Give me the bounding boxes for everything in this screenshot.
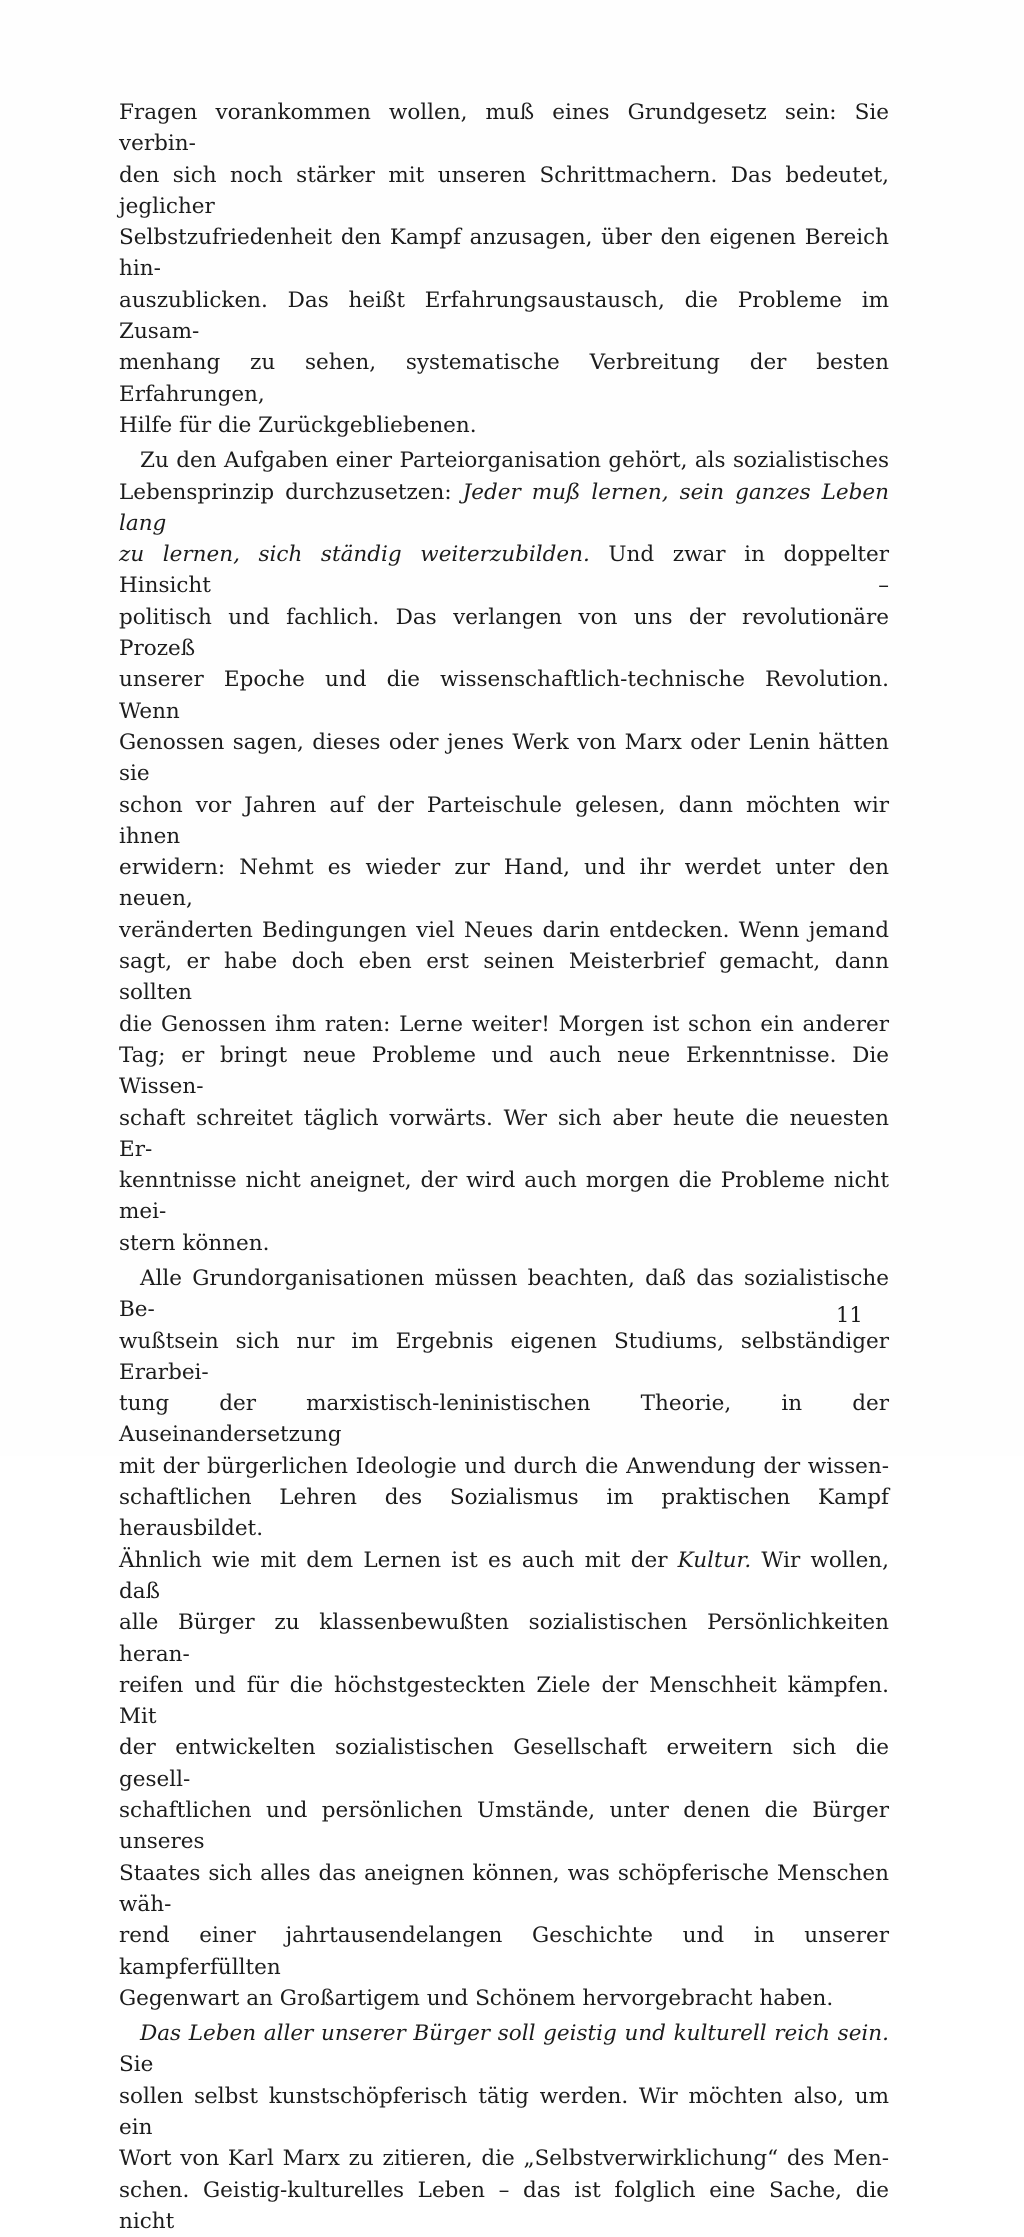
text-run: tung der marxistisch-leninistischen Theorie, in der Auseinandersetzung — [119, 1391, 889, 1448]
text-run: schaftlichen und persönlichen Umstände, unter denen die Bürger unseres — [119, 1798, 889, 1855]
text-run: politisch und fachlich. Das verlangen von uns der revolutionäre Prozeß — [119, 604, 889, 662]
text-run: menhang zu sehen, systematische Verbreitung der besten Erfahrungen, — [119, 350, 889, 407]
text-run: Wir wollen, daß — [119, 1547, 889, 1604]
text-line — [119, 2081, 889, 2144]
text-run: Selbstzufriedenheit den Kampf anzusagen, über den eigenen Bereich hin- — [119, 225, 889, 282]
text-line — [119, 1607, 889, 1670]
text-line — [119, 727, 889, 790]
text-line — [119, 602, 889, 665]
text-line — [119, 1228, 889, 1259]
text-line — [119, 664, 889, 727]
text-line — [119, 347, 889, 410]
text-run: Fragen vorankommen wollen, muß eines Grundgesetz sein: Sie verbin- — [119, 100, 889, 157]
text-run: auszublicken. Das heißt Erfahrungsaustausch, die Probleme im Zusam- — [119, 287, 889, 345]
text-run: schaftlichen Lehren des Sozialismus im praktischen Kampf herausbildet. — [119, 1485, 889, 1542]
text-line — [119, 445, 889, 476]
text-line — [119, 1983, 889, 2014]
text-line — [119, 1482, 889, 1545]
text-run: Wort von Karl Marx zu zitieren, die „Selbstverwirklichung“ des Men- — [119, 2146, 889, 2172]
text-run: stern können. — [119, 1230, 270, 1256]
text-run: sollen selbst kunstschöpferisch tätig werden. Wir möchten also, um ein — [119, 2083, 889, 2140]
text-line — [119, 1545, 889, 1608]
text-line — [119, 285, 889, 348]
paragraph — [119, 97, 889, 441]
text-line — [119, 915, 889, 946]
text-run: Hilfe für die Zurückgebliebenen. — [119, 412, 477, 438]
text-run: schen. Geistig-kulturelles Leben – das ist folglich eine Sache, die nicht — [119, 2177, 889, 2234]
text-line — [119, 1263, 889, 1326]
paragraph — [119, 1263, 889, 2014]
text-run: den sich noch stärker mit unseren Schrittmachern. Das bedeutet, jeglicher — [119, 162, 889, 219]
text-run: kenntnisse nicht aneignet, der wird auch morgen die Probleme nicht mei- — [119, 1168, 889, 1225]
text-run: veränderten Bedingungen viel Neues darin entdecken. Wenn jemand — [119, 917, 889, 943]
text-run: Ähnlich wie mit dem Lernen ist es auch mit der — [119, 1547, 678, 1573]
text-line — [119, 1795, 889, 1858]
text-run: schon vor Jahren auf der Parteischule gelesen, dann möchten wir ihnen — [119, 792, 889, 849]
text-run: sagt, er habe doch eben erst seinen Meisterbrief gemacht, dann sollten — [119, 949, 889, 1006]
emphasis-text: Kultur. — [677, 1547, 752, 1573]
text-line — [119, 946, 889, 1009]
paragraph — [119, 445, 889, 1259]
text-line — [119, 1326, 889, 1389]
text-line — [119, 1388, 889, 1451]
text-line — [119, 1040, 889, 1103]
text-line — [119, 852, 889, 915]
text-run: die Genossen ihm raten: Lerne weiter! Morgen ist schon ein anderer — [119, 1011, 889, 1037]
text-line — [119, 97, 889, 160]
text-line — [119, 410, 889, 441]
text-run: reifen und für die höchstgesteckten Ziele der Menschheit kämpfen. Mit — [119, 1672, 889, 1730]
text-line — [119, 1103, 889, 1166]
emphasis-text: Jeder muß lernen, sein ganzes Leben lang — [119, 479, 889, 536]
text-run: rend einer jahrtausendelangen Geschichte und in unserer kampferfüllten — [119, 1923, 889, 1980]
text-run: unserer Epoche und die wissenschaftlich-technische Revolution. Wenn — [119, 667, 889, 724]
text-line — [119, 790, 889, 853]
text-run: Und zwar in doppelter Hinsicht – — [119, 542, 889, 599]
text-run: wußtsein sich nur im Ergebnis eigenen Studiums, selbständiger Erarbei- — [119, 1328, 889, 1385]
text-line — [119, 2175, 889, 2237]
text-run: schaft schreitet täglich vorwärts. Wer sich aber heute die neuesten Er- — [119, 1105, 889, 1162]
text-run: mit der bürgerlichen Ideologie und durch die Anwendung der wissen- — [119, 1453, 889, 1479]
text-line — [119, 1732, 889, 1795]
text-run: Staates sich alles das aneignen können, was schöpferische Menschen wäh- — [119, 1860, 889, 1917]
text-line — [119, 477, 889, 540]
text-line — [119, 160, 889, 223]
text-line — [119, 539, 889, 602]
text-run: Gegenwart an Großartigem und Schönem hervorgebracht haben. — [119, 1985, 834, 2011]
text-line — [119, 1670, 889, 1733]
text-line — [119, 1858, 889, 1921]
text-line — [119, 222, 889, 285]
text-line — [119, 2018, 889, 2081]
text-run: Genossen sagen, dieses oder jenes Werk von Marx oder Lenin hätten sie — [119, 729, 889, 787]
text-line — [119, 2143, 889, 2174]
text-run: der entwickelten sozialistischen Gesellschaft erweitern sich die gesell- — [119, 1735, 889, 1792]
text-run: erwidern: Nehmt es wieder zur Hand, und ihr werdet unter den neuen, — [119, 855, 889, 912]
emphasis-text: zu lernen, sich ständig weiterzubilden. — [119, 542, 590, 568]
text-line — [119, 1009, 889, 1040]
text-run: alle Bürger zu klassenbewußten sozialistischen Persönlichkeiten heran- — [119, 1610, 889, 1667]
text-run: Tag; er bringt neue Probleme und auch neue Erkenntnisse. Die Wissen- — [119, 1042, 889, 1100]
text-run: Zu den Aufgaben einer Parteiorganisation gehört, als sozialistisches — [140, 448, 889, 474]
text-run: Lebensprinzip durchzusetzen: — [119, 479, 463, 505]
text-line — [119, 1451, 889, 1482]
emphasis-text: Das Leben aller unserer Bürger soll geistig und kulturell reich sein. — [140, 2021, 889, 2047]
text-run: Sie — [119, 2052, 154, 2078]
text-line — [119, 1165, 889, 1228]
text-line — [119, 1920, 889, 1983]
paragraph — [119, 2018, 889, 2237]
body-text — [119, 97, 889, 2237]
text-run: Alle Grundorganisationen müssen beachten, daß das sozialistische Be- — [119, 1265, 889, 1323]
page-number: 11 — [836, 1303, 863, 1327]
